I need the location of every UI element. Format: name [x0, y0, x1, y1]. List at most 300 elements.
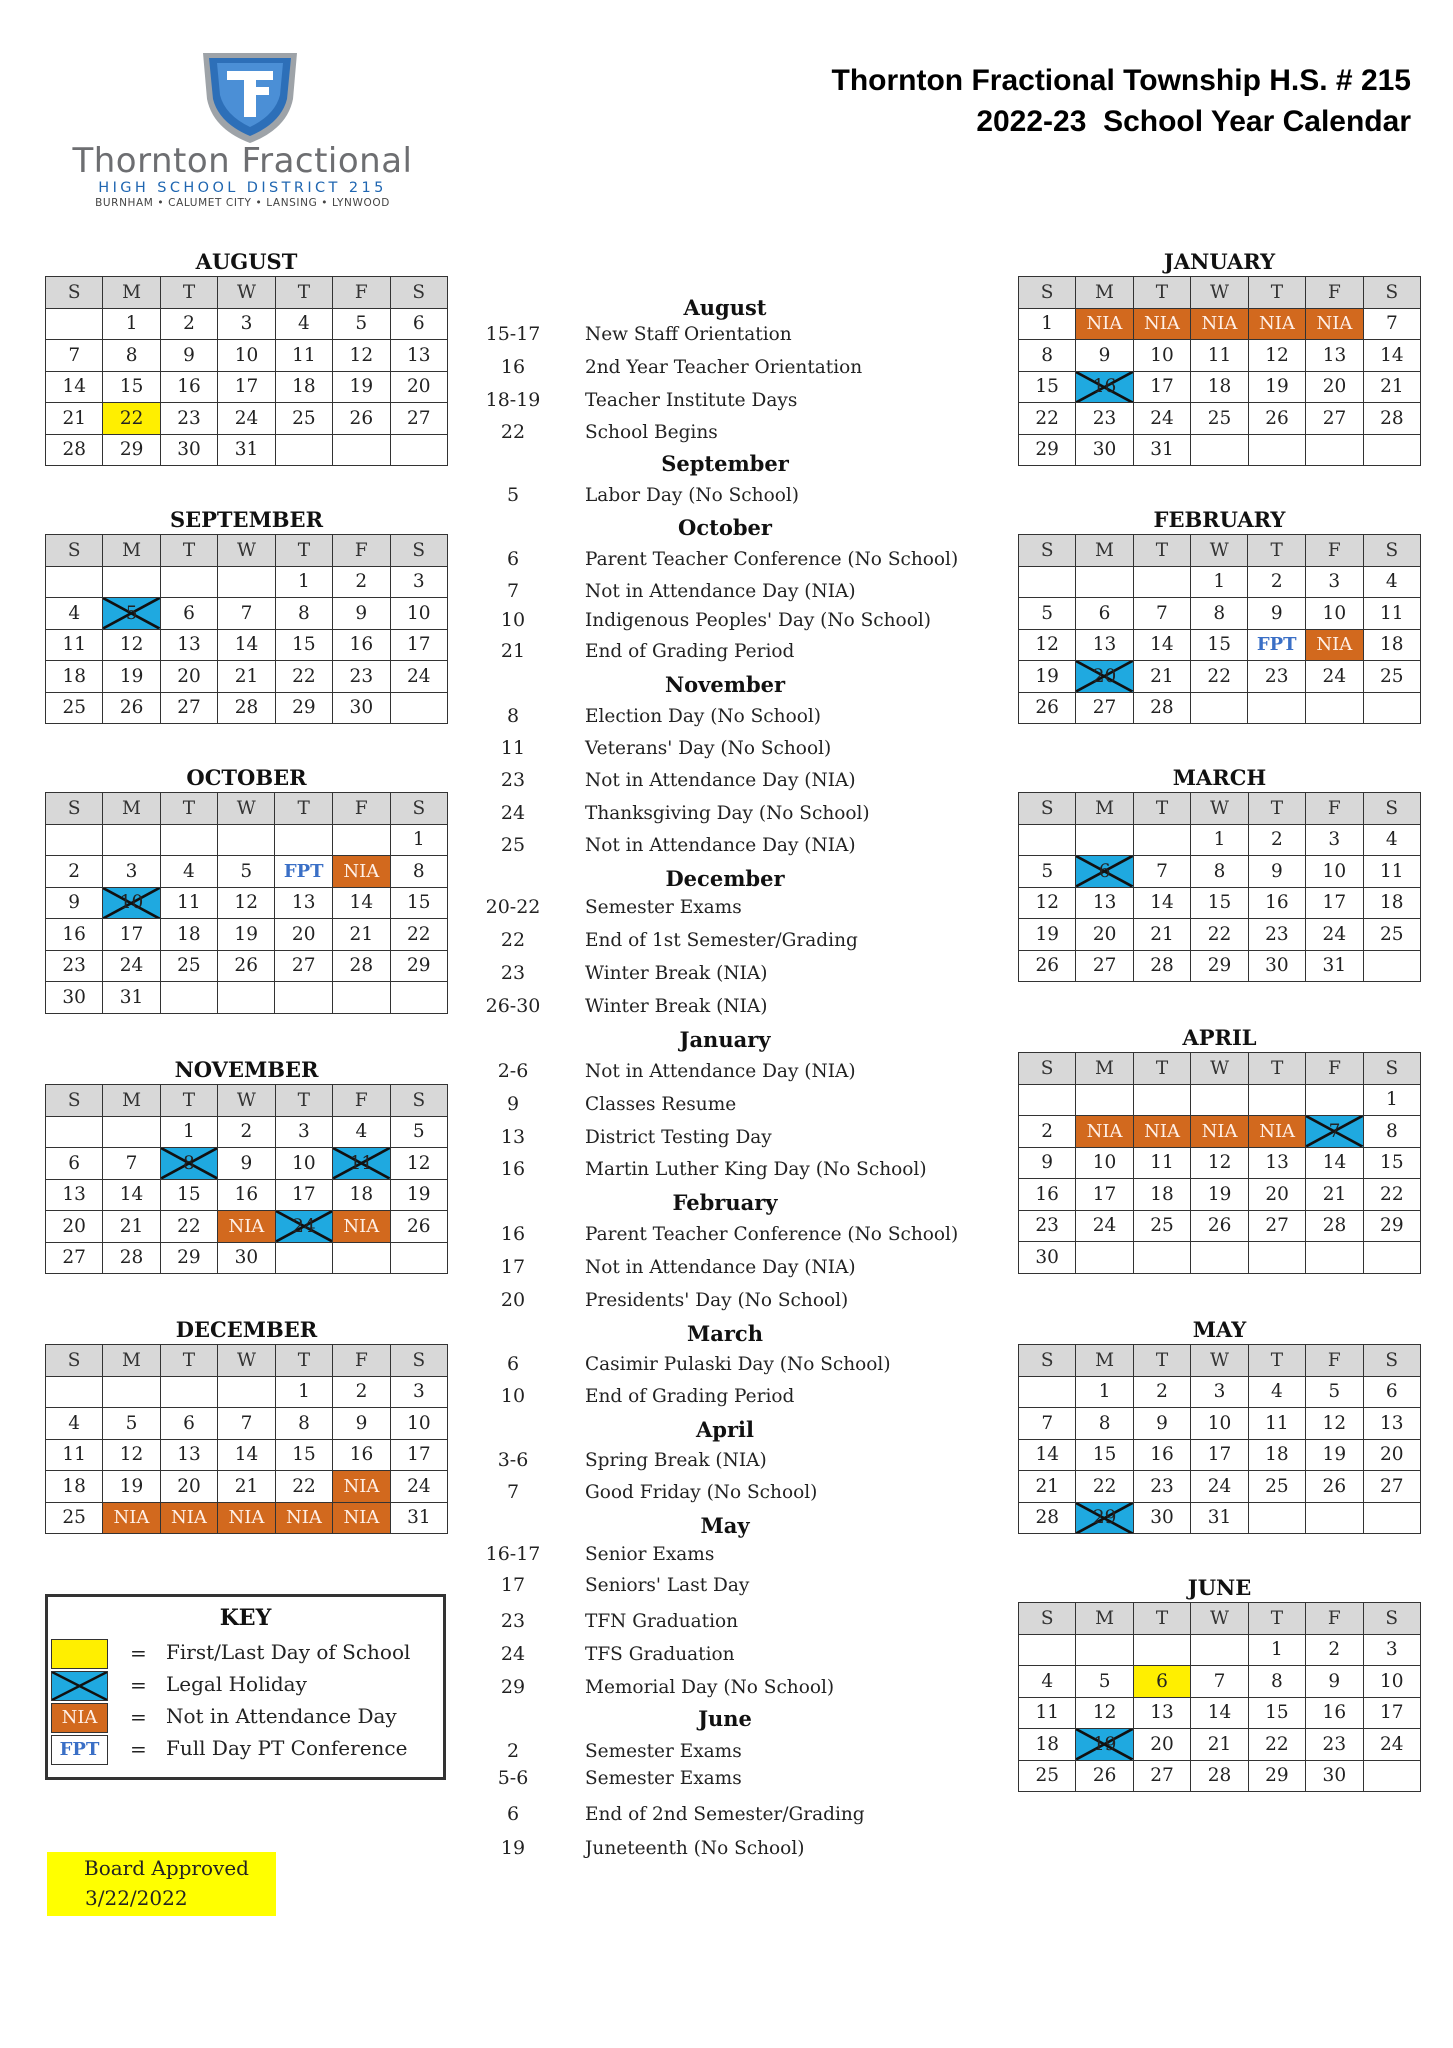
event-date: 20	[500, 1289, 526, 1311]
weekday-header: S	[390, 1345, 447, 1377]
event-date: 23	[500, 962, 526, 984]
day-cell: 30	[218, 1242, 276, 1274]
day-cell: NIA	[333, 1211, 391, 1243]
day-cell: 28	[1191, 1760, 1248, 1792]
day-cell: 2	[1019, 1116, 1076, 1148]
week-row	[1019, 598, 1421, 630]
day-cell: 20	[1133, 1729, 1190, 1761]
day-number: 19	[1092, 1733, 1117, 1755]
month-name: APRIL	[1182, 1025, 1257, 1050]
weekday-header: S	[1363, 793, 1420, 825]
day-cell: 15	[275, 629, 332, 661]
event-month-heading: November	[664, 672, 786, 697]
week-row	[1019, 1634, 1421, 1666]
weekday-header: M	[103, 277, 160, 309]
empty-cell	[390, 1242, 447, 1274]
day-cell: NIA	[275, 1502, 333, 1534]
day-cell: 4	[275, 308, 332, 340]
day-cell: 13	[1076, 887, 1133, 919]
event-date: 24	[500, 802, 526, 824]
weekday-header: T	[275, 535, 332, 567]
weekday-header: S	[390, 793, 447, 825]
week-row	[1019, 1210, 1421, 1242]
title-line-2: 2022-23 School Year Calendar	[976, 105, 1411, 138]
day-cell: 29	[275, 692, 332, 724]
empty-cell	[1076, 1242, 1134, 1274]
empty-cell	[1191, 434, 1249, 466]
weekday-header: T	[160, 1345, 218, 1377]
weekday-header: T	[1133, 277, 1191, 309]
day-cell: 1	[1363, 1084, 1420, 1116]
event-month-heading: May	[700, 1513, 750, 1538]
day-cell: 2	[160, 308, 217, 340]
empty-cell	[218, 566, 275, 598]
day-cell: 18	[333, 1179, 391, 1211]
day-cell: 17	[390, 629, 447, 661]
day-cell: 28	[1363, 403, 1420, 435]
event-description: Semester Exams	[585, 1768, 742, 1789]
empty-cell	[275, 824, 333, 856]
weekday-header: F	[1306, 1345, 1363, 1377]
day-cell: 5	[1019, 598, 1076, 630]
day-cell: 11	[1019, 1697, 1076, 1729]
month-name: JANUARY	[1163, 249, 1276, 274]
day-cell: 14	[218, 1439, 276, 1471]
day-cell: 3	[1306, 566, 1364, 598]
empty-cell	[1076, 1634, 1133, 1666]
event-description: Labor Day (No School)	[585, 485, 799, 506]
day-cell: 21	[1191, 1729, 1248, 1761]
day-cell: 16	[160, 371, 217, 403]
empty-cell	[160, 1376, 218, 1408]
day-cell: 9	[1248, 856, 1305, 888]
empty-cell	[1133, 1084, 1191, 1116]
event-date: 26-30	[485, 995, 541, 1017]
event-description: Teacher Institute Days	[585, 390, 798, 411]
week-row	[46, 598, 448, 630]
day-cell: 22	[275, 661, 332, 693]
day-cell: 17	[390, 1439, 447, 1471]
day-cell: 10	[390, 598, 447, 630]
day-number: 10	[119, 892, 144, 914]
week-row	[46, 1439, 448, 1471]
week-row	[46, 661, 448, 693]
day-cell: 24	[218, 403, 275, 435]
day-cell: 16	[46, 919, 103, 951]
day-cell: 14	[333, 887, 391, 919]
day-cell: 24	[1306, 661, 1364, 693]
empty-cell	[275, 982, 333, 1014]
week-row	[46, 1242, 448, 1274]
day-cell: 11	[46, 629, 103, 661]
day-cell: 27	[1076, 950, 1133, 982]
event-description: Seniors' Last Day	[585, 1575, 750, 1596]
day-cell: 27	[390, 403, 447, 435]
day-cell: 25	[275, 403, 332, 435]
day-cell: 13	[160, 629, 217, 661]
event-description: Memorial Day (No School)	[585, 1677, 835, 1698]
event-description: Indigenous Peoples' Day (No School)	[585, 610, 931, 631]
day-cell: 3	[390, 1376, 447, 1408]
event-description: Veterans' Day (No School)	[585, 738, 832, 759]
empty-cell	[46, 566, 103, 598]
day-cell: 1	[1191, 566, 1248, 598]
day-cell: 24	[1306, 919, 1363, 951]
weekday-header: F	[1306, 793, 1363, 825]
event-description: Martin Luther King Day (No School)	[585, 1159, 927, 1180]
day-cell: 13	[160, 1439, 218, 1471]
day-cell: 29	[1363, 1210, 1420, 1242]
day-cell: 31	[218, 434, 275, 466]
weekday-header: M	[1076, 1053, 1134, 1085]
empty-cell	[103, 824, 160, 856]
weekday-header: S	[46, 1085, 103, 1117]
day-cell: 17	[275, 1179, 332, 1211]
day-number: 5	[125, 602, 138, 624]
day-cell: 18	[275, 371, 332, 403]
day-cell: 8	[1191, 856, 1248, 888]
day-cell: 18	[1019, 1729, 1076, 1761]
key-label: Not in Attendance Day	[166, 1704, 397, 1728]
day-cell: 28	[1133, 692, 1190, 724]
day-cell: 10	[1363, 1666, 1420, 1698]
day-cell: 20	[160, 661, 217, 693]
board-approved-note	[47, 1852, 276, 1916]
day-number: 29	[1092, 1507, 1117, 1529]
day-cell: 18	[46, 661, 103, 693]
day-cell: 14	[1133, 629, 1190, 661]
empty-cell	[160, 982, 217, 1014]
event-description: End of Grading Period	[585, 641, 795, 662]
empty-cell	[1076, 1084, 1134, 1116]
week-row	[1019, 1147, 1421, 1179]
day-cell: 26	[218, 950, 275, 982]
empty-cell	[1306, 1242, 1363, 1274]
empty-cell	[333, 434, 390, 466]
day-cell: 10	[1306, 598, 1364, 630]
day-cell: NIA	[1133, 308, 1191, 340]
day-cell: 9	[1306, 1666, 1363, 1698]
day-cell: 25	[160, 950, 217, 982]
day-cell: 25	[46, 692, 103, 724]
day-cell: 28	[1133, 950, 1190, 982]
day-cell: 19	[1019, 919, 1076, 951]
weekday-header: F	[1306, 535, 1364, 567]
day-cell: 16	[1248, 887, 1305, 919]
events-list	[455, 0, 995, 2048]
day-cell: 30	[46, 982, 103, 1014]
key-equals: =	[130, 1641, 147, 1665]
day-cell: 17	[1133, 371, 1191, 403]
day-cell: 9	[1076, 340, 1134, 372]
day-cell: 2	[1248, 824, 1305, 856]
day-cell: 13	[1133, 1697, 1190, 1729]
weekday-header: S	[390, 277, 447, 309]
empty-cell	[46, 824, 103, 856]
event-date: 15-17	[485, 323, 541, 345]
week-row	[1019, 1729, 1421, 1761]
day-cell: 6	[390, 308, 447, 340]
day-cell: 30	[1248, 950, 1305, 982]
day-cell: 10	[1191, 1408, 1248, 1440]
event-date: 16	[500, 1158, 526, 1180]
day-cell: 23	[1133, 1471, 1190, 1503]
event-description: Not in Attendance Day (NIA)	[585, 1061, 856, 1082]
month-name: NOVEMBER	[174, 1057, 319, 1082]
day-cell: 17	[103, 919, 160, 951]
day-cell: 8	[1076, 1408, 1133, 1440]
event-date: 21	[500, 640, 526, 662]
day-cell: 14	[1191, 1697, 1248, 1729]
day-number: 20	[1092, 665, 1117, 687]
event-month-heading: March	[687, 1321, 763, 1346]
day-cell: 30	[333, 692, 390, 724]
day-cell: 22	[103, 403, 160, 435]
day-cell: 15	[1076, 1439, 1133, 1471]
day-cell: NIA	[103, 1502, 161, 1534]
day-cell: NIA	[333, 856, 391, 888]
day-cell: 22	[390, 919, 447, 951]
weekday-header: S	[1019, 277, 1076, 309]
day-cell: 26	[1076, 1760, 1133, 1792]
week-row	[1019, 1408, 1421, 1440]
day-cell: 1	[160, 1116, 217, 1148]
event-description: Good Friday (No School)	[585, 1482, 818, 1503]
weekday-header: T	[275, 793, 333, 825]
day-cell: 4	[1019, 1666, 1076, 1698]
event-date: 22	[500, 421, 526, 443]
weekday-header: M	[103, 535, 160, 567]
day-cell: NIA	[1306, 629, 1364, 661]
empty-cell	[1363, 950, 1420, 982]
week-row	[1019, 1471, 1421, 1503]
event-date: 2-6	[497, 1060, 529, 1082]
day-cell: 1	[275, 1376, 333, 1408]
day-cell: 17	[1076, 1179, 1134, 1211]
event-description: School Begins	[585, 422, 718, 443]
empty-cell	[1306, 1502, 1363, 1534]
weekday-header: W	[1191, 793, 1248, 825]
day-cell: 22	[1248, 1729, 1305, 1761]
week-row	[46, 856, 448, 888]
day-cell: 30	[160, 434, 217, 466]
day-cell: 3	[103, 856, 160, 888]
day-cell: 1	[1019, 308, 1076, 340]
week-row	[46, 1211, 448, 1243]
day-cell	[103, 887, 160, 919]
day-cell: 8	[1191, 598, 1248, 630]
event-description: Thanksgiving Day (No School)	[585, 803, 870, 824]
day-cell	[1076, 856, 1133, 888]
empty-cell	[1133, 566, 1190, 598]
day-cell: NIA	[333, 1502, 391, 1534]
event-month-heading: April	[696, 1417, 754, 1442]
week-row	[46, 824, 448, 856]
event-description: Semester Exams	[585, 1741, 742, 1762]
event-description: Parent Teacher Conference (No School)	[585, 549, 959, 570]
day-cell	[160, 1148, 217, 1180]
event-date: 10	[500, 609, 526, 631]
day-cell: 9	[1248, 598, 1306, 630]
day-number: 11	[349, 1152, 374, 1174]
month-name: AUGUST	[195, 249, 298, 274]
key-label: First/Last Day of School	[166, 1640, 411, 1664]
day-cell: 25	[1248, 1471, 1305, 1503]
day-cell: 29	[1248, 1760, 1305, 1792]
week-row	[46, 403, 448, 435]
month-name: SEPTEMBER	[169, 507, 324, 532]
day-cell: 11	[1363, 856, 1420, 888]
week-row	[46, 692, 448, 724]
day-cell	[1076, 371, 1134, 403]
day-cell: 8	[275, 1408, 333, 1440]
weekday-header: T	[1133, 1345, 1190, 1377]
day-cell: 22	[160, 1211, 217, 1243]
day-cell: 5	[390, 1116, 447, 1148]
day-cell: 19	[1019, 661, 1076, 693]
week-row	[46, 1502, 448, 1534]
day-cell: 11	[1248, 1408, 1305, 1440]
day-cell: 23	[1306, 1729, 1363, 1761]
week-row	[46, 1471, 448, 1503]
weekday-header: W	[1191, 1053, 1249, 1085]
day-cell: 16	[333, 1439, 391, 1471]
day-cell: 15	[1019, 371, 1076, 403]
day-cell: 7	[218, 1408, 276, 1440]
week-row	[1019, 340, 1421, 372]
day-cell: 20	[1306, 371, 1364, 403]
day-cell: 25	[1363, 661, 1420, 693]
holiday-x-icon	[52, 1672, 107, 1700]
week-row	[46, 982, 448, 1014]
day-cell: 1	[390, 824, 447, 856]
day-cell: 23	[333, 661, 390, 693]
day-cell	[1306, 1116, 1363, 1148]
event-date: 23	[500, 1610, 526, 1632]
day-number: 8	[183, 1152, 195, 1174]
day-cell: 8	[1019, 340, 1076, 372]
weekday-header: W	[218, 277, 275, 309]
empty-cell	[160, 566, 217, 598]
day-cell: 22	[1191, 919, 1248, 951]
month-grid	[1018, 792, 1421, 982]
weekday-header: S	[390, 535, 447, 567]
district-logo	[45, 45, 440, 215]
month-grid	[45, 1344, 448, 1534]
day-cell: 24	[103, 950, 160, 982]
day-cell: 15	[103, 371, 160, 403]
week-row	[1019, 1116, 1421, 1148]
day-number: 24	[292, 1215, 316, 1237]
day-cell: 24	[390, 1471, 447, 1503]
day-cell: 25	[1133, 1210, 1191, 1242]
event-date: 24	[500, 1643, 526, 1665]
day-cell: 24	[390, 661, 447, 693]
day-cell: 21	[1363, 371, 1420, 403]
day-cell: 9	[1133, 1408, 1190, 1440]
weekday-header: S	[46, 1345, 103, 1377]
day-cell: 10	[390, 1408, 447, 1440]
day-cell: 15	[1191, 629, 1248, 661]
event-month-heading: October	[678, 515, 772, 540]
day-cell: 19	[218, 919, 275, 951]
day-cell: 9	[1019, 1147, 1076, 1179]
day-cell: 2	[333, 1376, 391, 1408]
day-cell: 31	[1191, 1502, 1248, 1534]
week-row	[1019, 371, 1421, 403]
event-month-heading: September	[661, 451, 789, 476]
day-cell: 22	[1019, 403, 1076, 435]
day-cell: 29	[1191, 950, 1248, 982]
empty-cell	[1363, 1760, 1420, 1792]
day-cell: 16	[1019, 1179, 1076, 1211]
week-row	[46, 1408, 448, 1440]
week-row	[1019, 1179, 1421, 1211]
weekday-header: S	[1019, 1053, 1076, 1085]
event-date: 29	[500, 1676, 526, 1698]
day-cell: NIA	[1191, 1116, 1249, 1148]
event-date: 7	[506, 580, 520, 602]
day-cell: 30	[1306, 1760, 1363, 1792]
day-cell: 2	[1133, 1376, 1190, 1408]
day-cell: 5	[333, 308, 390, 340]
day-cell: 26	[390, 1211, 447, 1243]
day-cell: NIA	[218, 1502, 276, 1534]
event-date: 11	[500, 737, 526, 759]
month-name: MARCH	[1172, 765, 1267, 790]
week-row	[1019, 1242, 1421, 1274]
empty-cell	[1019, 1084, 1076, 1116]
day-cell: 17	[1306, 887, 1363, 919]
month-grid	[45, 792, 448, 1014]
weekday-header: T	[1133, 1603, 1190, 1635]
day-cell: 19	[103, 661, 160, 693]
day-number: 16	[1092, 376, 1117, 398]
day-cell: FPT	[1248, 629, 1306, 661]
weekday-header: S	[390, 1085, 447, 1117]
event-description: Not in Attendance Day (NIA)	[585, 835, 856, 856]
weekday-header: W	[218, 535, 275, 567]
event-date: 5	[506, 484, 520, 506]
weekday-header: F	[1306, 1603, 1363, 1635]
weekday-header: S	[46, 793, 103, 825]
day-cell: 18	[160, 919, 217, 951]
empty-cell	[1248, 692, 1306, 724]
weekday-header: T	[1248, 535, 1306, 567]
weekday-header: F	[333, 793, 391, 825]
day-cell: 20	[390, 371, 447, 403]
weekday-header: T	[1133, 793, 1190, 825]
day-cell: 23	[160, 403, 217, 435]
day-cell: 19	[390, 1179, 447, 1211]
day-cell	[1076, 661, 1133, 693]
event-date: 17	[500, 1256, 526, 1278]
weekday-header: F	[333, 1345, 391, 1377]
empty-cell	[1076, 566, 1133, 598]
day-cell: 9	[218, 1148, 276, 1180]
day-cell: 19	[1248, 371, 1306, 403]
day-cell: 2	[46, 856, 103, 888]
empty-cell	[333, 824, 391, 856]
weekday-header: W	[218, 1085, 276, 1117]
empty-cell	[1306, 434, 1364, 466]
month-grid	[1018, 1344, 1421, 1534]
day-cell	[1076, 1502, 1133, 1534]
day-cell: 9	[333, 1408, 391, 1440]
day-cell: 28	[218, 692, 275, 724]
month-grid	[1018, 1602, 1421, 1792]
day-cell: 13	[1248, 1147, 1306, 1179]
